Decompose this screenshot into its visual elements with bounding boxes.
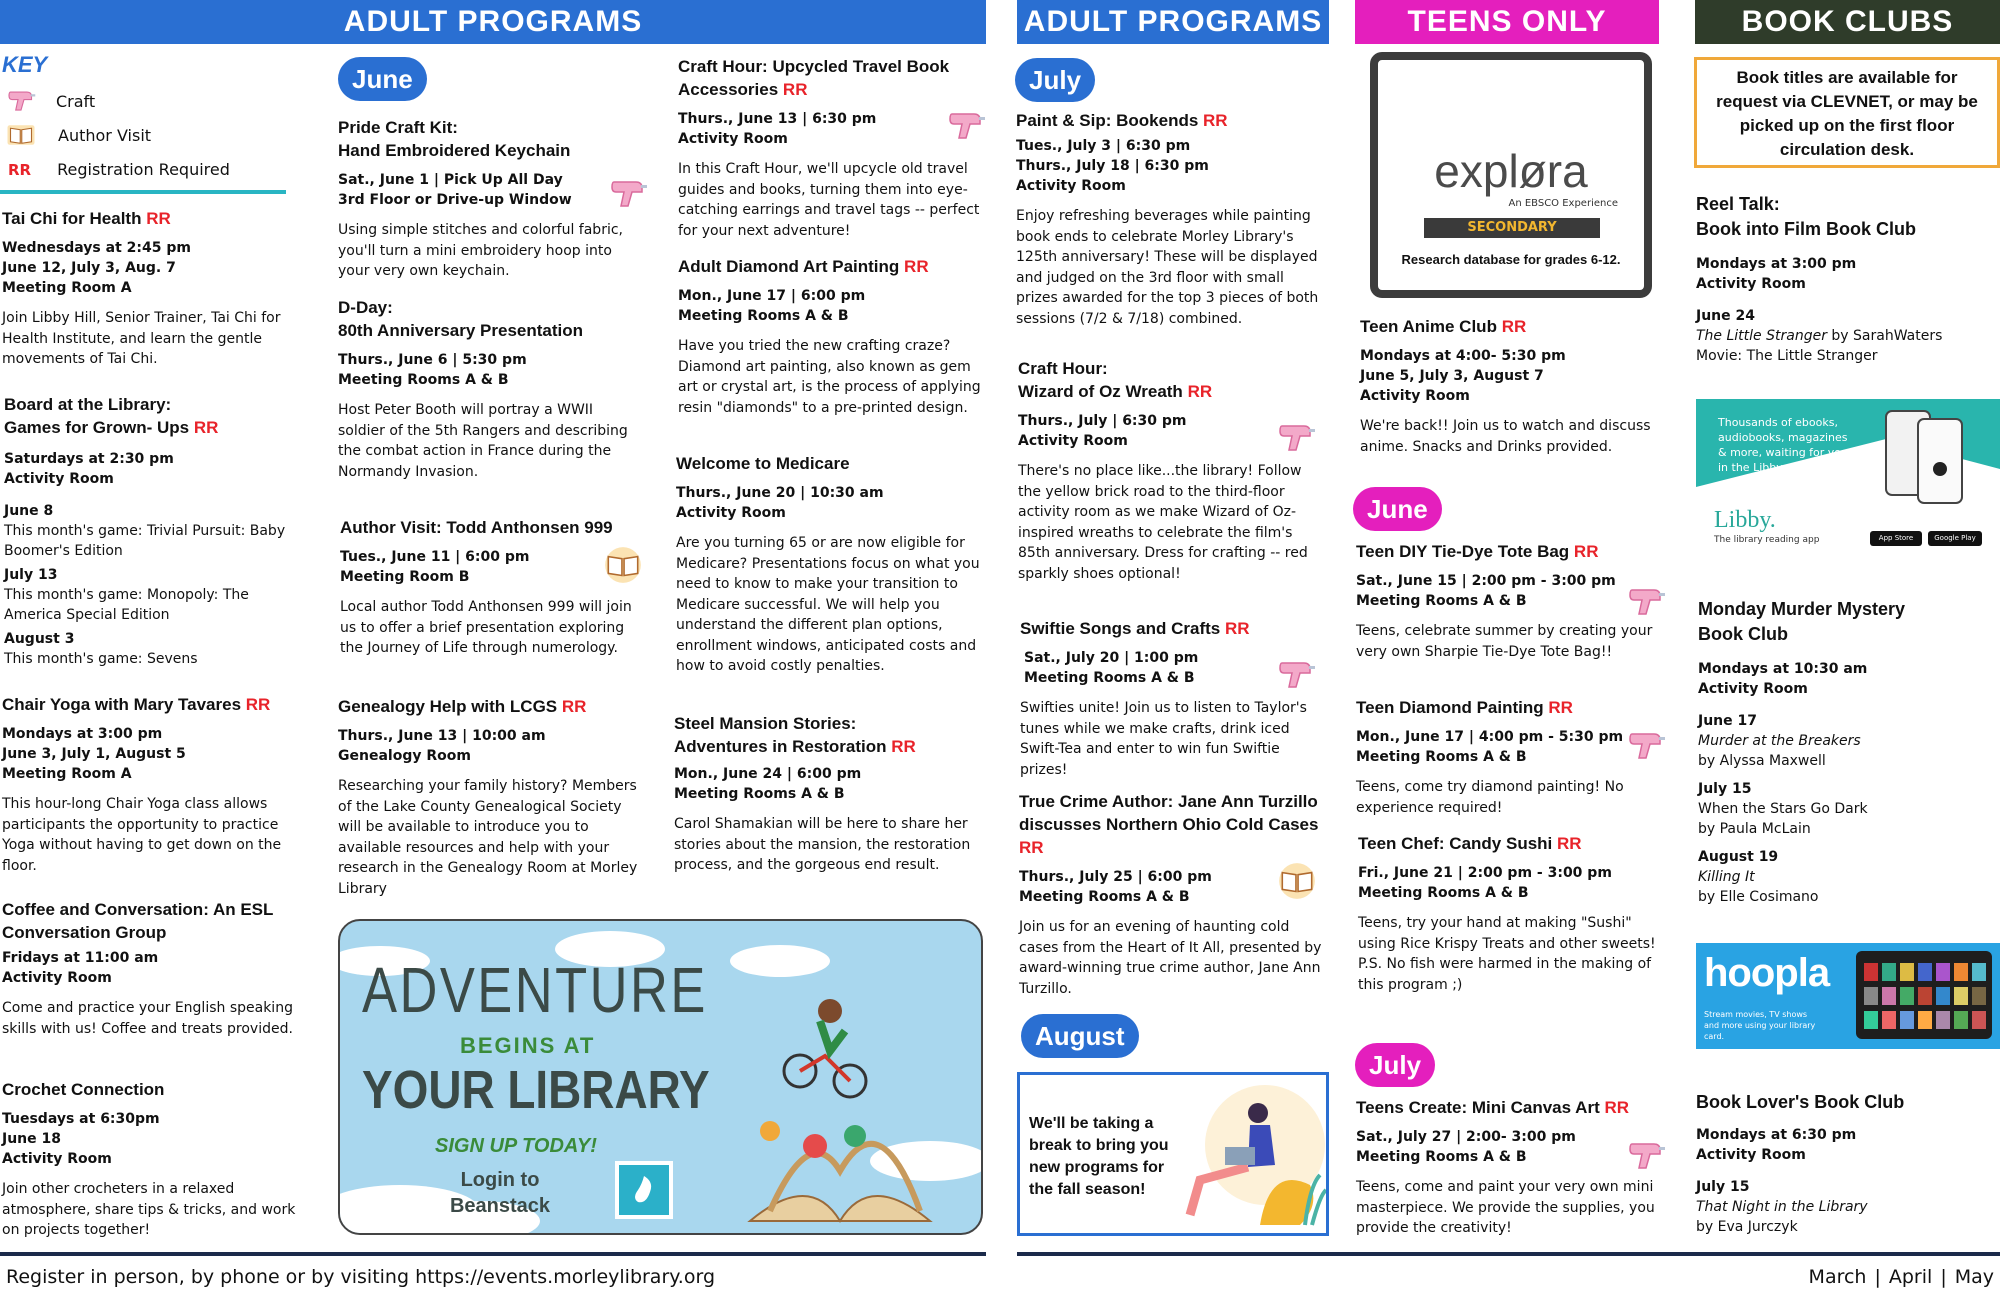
- event-adult-diamond-art: [678, 255, 983, 418]
- footer-month: May: [1954, 1266, 1994, 1288]
- event-board-games: [4, 393, 304, 669]
- fall-break-box: [1017, 1072, 1329, 1236]
- event-title: Author Visit: Todd Anthonsen 999: [340, 518, 613, 537]
- event-description: We're back!! Join us to watch and discuss anime. Snacks and Drinks provided.: [1360, 418, 1651, 455]
- event-steel-mansion: [674, 712, 984, 876]
- event-paint-sip: [1016, 109, 1321, 329]
- event-description: Teens, come try diamond painting! No experience required!: [1356, 779, 1624, 816]
- club-book-lovers: [1696, 1090, 1996, 1237]
- event-chair-yoga: [2, 693, 302, 876]
- event-meta: Thurs., July 25 | 6:00 pm Meeting Rooms A & B: [1019, 869, 1212, 905]
- club-murder-mystery: [1698, 597, 1998, 907]
- libby-tagline: The library reading app: [1714, 535, 1820, 545]
- club-movie: Movie: The Little Stranger: [1696, 348, 1878, 364]
- club-reel-talk: [1696, 192, 1996, 366]
- event-description: Swifties unite! Join us to listen to Taylor's tunes while we make crafts, drink iced Swift-Tea and enter to win fun Swiftie prizes!: [1020, 700, 1307, 778]
- event-coffee-conversation: [2, 898, 302, 1039]
- club-book: Murder at the Breakers: [1698, 733, 1861, 749]
- event-meta: Wednesdays at 2:45 pm June 12, July 3, Aug. 7 Meeting Room A: [2, 240, 191, 296]
- club-meta: Mondays at 3:00 pm Activity Room: [1696, 256, 1857, 292]
- event-title: Paint & Sip: Bookends RR: [1016, 111, 1228, 130]
- event-title: Swiftie Songs and Crafts RR: [1020, 619, 1250, 638]
- event-description: Carol Shamakian will be here to share her stories about the mansion, the restoration process, and the gorgeous end result.: [674, 816, 971, 873]
- key-craft: [0, 86, 95, 116]
- hoopla-tablet: [1856, 951, 1992, 1039]
- event-meta: Mondays at 4:00- 5:30 pm June 5, July 3, August 7 Activity Room: [1360, 348, 1566, 404]
- event-meta: Thurs., June 13 | 6:30 pm Activity Room: [678, 111, 877, 147]
- event-meta: Sat., July 27 | 2:00- 3:00 pm Meeting Rooms A & B: [1356, 1129, 1576, 1165]
- event-teen-anime: [1360, 315, 1660, 457]
- header-label: BOOK CLUBS: [1741, 5, 1954, 38]
- month-pill-june: June: [338, 57, 427, 101]
- header-teens-only: [1355, 0, 1659, 44]
- rr-code: RR: [8, 160, 32, 179]
- event-meta: Tuesdays at 6:30pm June 18 Activity Room: [2, 1111, 160, 1167]
- hoopla-logo: hoopla: [1704, 951, 1830, 995]
- event-title: Craft Hour: Upcycled Travel Book Accessories RR: [678, 57, 950, 99]
- event-title: Steel Mansion Stories: Adventures in Restoration RR: [674, 714, 916, 756]
- event-description: Enjoy refreshing beverages while painting book ends to celebrate Morley Library's 125th anniversary! These will be displayed and judged on the 3rd floor with small prizes awarded for the top 3 pieces of both sessions (7/2 & 7/18) combined.: [1016, 208, 1319, 327]
- club-book: That Night in the Library: [1696, 1199, 1868, 1215]
- app-store-badge[interactable]: App Store: [1878, 534, 1914, 542]
- beanstack-banner[interactable]: [338, 919, 983, 1235]
- banner-title-line1: ADVENTURE: [362, 954, 708, 1026]
- event-d-day: [338, 296, 638, 482]
- libby-logo: Libby.: [1714, 507, 1776, 533]
- event-description: Join Libby Hill, Senior Trainer, Tai Chi for Health Institute, and learn the gentle movements of Tai Chi.: [2, 310, 281, 367]
- game-text: This month's game: Trivial Pursuit: Baby Boomer's Edition: [4, 523, 286, 559]
- event-title: Chair Yoga with Mary Tavares RR: [2, 695, 271, 714]
- glue-gun-icon: [1276, 655, 1316, 695]
- footer-month: April: [1888, 1266, 1933, 1288]
- game-text: This month's game: Monopoly: The America Special Edition: [4, 587, 249, 623]
- event-meta: Thurs., June 6 | 5:30 pm Meeting Rooms A & B: [338, 352, 527, 388]
- event-description: Have you tried the new crafting craze? Diamond art painting, also known as gem art or crystal art, is the process of applying resin "diamonds" to a pre-printed design.: [678, 338, 981, 416]
- event-meta: Sat., July 20 | 1:00 pm Meeting Rooms A & B: [1024, 650, 1199, 686]
- club-date: July 15: [1698, 781, 1752, 797]
- footer-month: March: [1808, 1266, 1867, 1288]
- event-description: In this Craft Hour, we'll upcycle old travel guides and books, turning them into eye-catching earrings and travel tags -- perfect for your next adventure!: [678, 161, 980, 239]
- event-craft-hour-travel: [678, 55, 983, 241]
- club-meta: Mondays at 10:30 am Activity Room: [1698, 661, 1868, 697]
- event-title: True Crime Author: Jane Ann Turzillo discusses Northern Ohio Cold Cases RR: [1019, 792, 1319, 857]
- club-author: by Paula McLain: [1698, 821, 1811, 837]
- event-meta: Sat., June 15 | 2:00 pm - 3:00 pm Meeting Rooms A & B: [1356, 573, 1616, 609]
- event-meta: Tues., June 11 | 6:00 pm Meeting Room B: [340, 549, 530, 585]
- event-description: Join us for an evening of haunting cold cases from the Heart of It All, presented by award-winning true crime author, Jane Ann Turzillo.: [1019, 919, 1322, 997]
- book-titles-notice: Book titles are available for request via CLEVNET, or may be picked up on the first floor circulation desk.: [1694, 57, 2000, 168]
- event-genealogy: [338, 695, 648, 899]
- open-book-icon: [1276, 862, 1318, 900]
- explora-logo: expløra: [1434, 145, 1588, 197]
- event-title: Adult Diamond Art Painting RR: [678, 257, 929, 276]
- event-wizard-of-oz: [1018, 357, 1318, 584]
- glue-gun-icon: [1276, 418, 1316, 458]
- event-meta: Mon., June 17 | 6:00 pm Meeting Rooms A & B: [678, 288, 866, 324]
- event-title: Pride Craft Kit: Hand Embroidered Keychain: [338, 118, 571, 160]
- club-meta: Mondays at 6:30 pm Activity Room: [1696, 1127, 1857, 1163]
- event-meta: Thurs., July | 6:30 pm Activity Room: [1018, 413, 1187, 449]
- event-meta: Mon., June 17 | 4:00 pm - 5:30 pm Meeting Rooms A & B: [1356, 729, 1624, 765]
- club-author: by Alyssa Maxwell: [1698, 753, 1826, 769]
- header-label: ADULT PROGRAMS: [1023, 5, 1323, 38]
- month-pill-july-teens: July: [1355, 1043, 1435, 1087]
- event-crochet: [2, 1078, 302, 1241]
- event-title: Tai Chi for Health RR: [2, 209, 171, 228]
- event-title: Crochet Connection: [2, 1080, 165, 1099]
- banner-title-line3: YOUR LIBRARY: [362, 1060, 710, 1120]
- footer-register-text[interactable]: Register in person, by phone or by visiting https://events.morleylibrary.org: [6, 1266, 716, 1288]
- event-title: Teens Create: Mini Canvas Art RR: [1356, 1098, 1630, 1117]
- club-date: June 17: [1698, 713, 1757, 729]
- event-meta: Tues., July 3 | 6:30 pm Thurs., July 18 | 6:30 pm Activity Room: [1016, 138, 1209, 194]
- game-date: July 13: [4, 567, 58, 583]
- club-book: When the Stars Go Dark: [1698, 801, 1868, 817]
- club-title: Book Lover's Book Club: [1696, 1092, 1905, 1112]
- event-meta: Saturdays at 2:30 pm Activity Room: [4, 451, 174, 487]
- explora-badge: SECONDARY: [1424, 218, 1600, 238]
- event-title: Teen Diamond Painting RR: [1356, 698, 1573, 717]
- month-pill-august: August: [1021, 1014, 1139, 1058]
- club-date: July 15: [1696, 1179, 1750, 1195]
- hoopla-tiles: [1856, 951, 1992, 1039]
- event-teen-tie-dye: [1356, 540, 1661, 662]
- event-description: This hour-long Chair Yoga class allows participants the opportunity to practice Yoga without having to get down on the floor.: [2, 796, 282, 874]
- club-book: Killing It: [1698, 869, 1755, 885]
- club-date: June 24: [1696, 308, 1755, 324]
- event-swiftie: [1020, 617, 1320, 780]
- event-title: Teen DIY Tie-Dye Tote Bag RR: [1356, 542, 1599, 561]
- footer-sep: |: [1940, 1266, 1947, 1288]
- event-description: Local author Todd Anthonsen 999 will join us to offer a brief presentation exploring the Journey of Life through numerology.: [340, 599, 632, 656]
- banner-login[interactable]: [430, 1167, 570, 1219]
- google-play-badge[interactable]: Google Play: [1934, 534, 1976, 542]
- footer-rule-right: [1017, 1252, 2000, 1256]
- key-rr: [0, 160, 230, 179]
- header-book-clubs: [1695, 0, 2000, 44]
- header-adult-programs-2: [1017, 0, 1329, 44]
- event-description: Teens, celebrate summer by creating your very own Sharpie Tie-Dye Tote Bag!!: [1356, 623, 1653, 660]
- event-description: Host Peter Booth will portray a WWII soldier of the 5th Rangers and describing the combat action in France during the Normandy Invasion.: [338, 402, 628, 480]
- key-author-label: Author Visit: [58, 125, 152, 145]
- glue-gun-icon: [1626, 726, 1666, 766]
- open-book-icon: [602, 546, 644, 584]
- event-description: Are you turning 65 or are now eligible for Medicare? Presentations focus on what you need to know to make your transition to Medicare successful. We will help you understand the different plan options, enrollment windows, anticipated costs and how to avoid costly penalties.: [676, 535, 980, 674]
- banner-title-line2: BEGINS AT: [460, 1033, 596, 1058]
- key-rr-label: Registration Required: [57, 160, 230, 179]
- club-date: August 19: [1698, 849, 1779, 865]
- footer-rule-left: [0, 1252, 986, 1256]
- club-author: by Eva Jurczyk: [1696, 1219, 1798, 1235]
- key-title: KEY: [2, 52, 48, 77]
- month-pill-july: July: [1015, 58, 1095, 102]
- event-description: Teens, try your hand at making "Sushi" using Rice Krispy Treats and other sweets! P.S. No fish were harmed in the making of this program ;): [1358, 915, 1656, 993]
- glue-gun-icon: [1626, 1136, 1666, 1176]
- glue-gun-icon: [4, 86, 38, 116]
- event-description: Join other crocheters in a relaxed atmosphere, share tips & tricks, and work on projects together!: [2, 1181, 296, 1238]
- open-book-icon: [6, 122, 36, 148]
- libby-ad-text: Thousands of ebooks, audiobooks, magazines & more, waiting for you in the Libby app.: [1718, 416, 1849, 474]
- glue-gun-icon: [1626, 582, 1666, 622]
- event-meta: Fri., June 21 | 2:00 pm - 3:00 pm Meeting Rooms A & B: [1358, 865, 1612, 901]
- event-description: Researching your family history? Members of the Lake County Genealogical Society will be available to introduce you to available resources and help with your research in the Genealogy Room at Morley Library: [338, 778, 638, 897]
- event-title: Genealogy Help with LCGS RR: [338, 697, 587, 716]
- bean-icon: [630, 1174, 658, 1206]
- club-author: by Elle Cosimano: [1698, 889, 1819, 905]
- event-teen-diamond: [1356, 696, 1661, 818]
- footer-sep: |: [1874, 1266, 1881, 1288]
- header-adult-programs-1: [0, 0, 986, 44]
- event-title: Board at the Library: Games for Grown- Ups RR: [4, 395, 219, 437]
- hoopla-text: Stream movies, TV shows and more using your library card.: [1704, 1010, 1816, 1041]
- key-author: [0, 122, 151, 148]
- explora-subtitle: An EBSCO Experience: [1508, 198, 1618, 209]
- game-text: This month's game: Sevens: [4, 651, 198, 667]
- key-divider: [0, 190, 286, 194]
- event-title: Teen Anime Club RR: [1360, 317, 1527, 336]
- header-label: ADULT PROGRAMS: [343, 5, 643, 38]
- explora-card[interactable]: [1370, 52, 1652, 298]
- banner-login-line: Login to: [460, 1169, 540, 1191]
- banner-signup: SIGN UP TODAY!: [435, 1135, 597, 1157]
- club-title: Reel Talk: Book into Film Book Club: [1696, 194, 1916, 239]
- event-meta: Fridays at 11:00 am Activity Room: [2, 950, 159, 986]
- libby-ad[interactable]: [1696, 399, 2000, 551]
- event-meta: Thurs., June 20 | 10:30 am Activity Room: [676, 485, 884, 521]
- event-author-visit: [340, 516, 640, 659]
- event-description: There's no place like...the library! Follow the yellow brick road to the third-floor activity room as we make Wizard of Oz-inspired wreaths to celebrate the film's 85th anniversary. Dress for crafting -- red sparkly shoes optional!: [1018, 463, 1308, 582]
- event-teen-chef: [1358, 832, 1658, 995]
- event-teen-canvas: [1356, 1096, 1661, 1239]
- club-title: Monday Murder Mystery Book Club: [1698, 599, 1906, 644]
- header-label: TEENS ONLY: [1407, 5, 1607, 38]
- event-title: Coffee and Conversation: An ESL Conversation Group: [2, 900, 274, 942]
- event-meta: Thurs., June 13 | 10:00 am Genealogy Room: [338, 728, 546, 764]
- event-description: Come and practice your English speaking skills with us! Coffee and treats provided.: [2, 1000, 293, 1037]
- event-meta: Mon., June 24 | 6:00 pm Meeting Rooms A & B: [674, 766, 862, 802]
- glue-gun-icon: [608, 174, 648, 214]
- banner-beanstack-line: Beanstack: [449, 1195, 551, 1217]
- event-medicare: [676, 452, 986, 677]
- game-date: June 8: [4, 503, 54, 519]
- fall-break-text: We'll be taking a break to bring you new programs for the fall season!: [1029, 1115, 1169, 1198]
- footer-months: [1809, 1266, 1994, 1288]
- game-date: August 3: [4, 631, 75, 647]
- glue-gun-icon: [946, 106, 986, 146]
- key-craft-label: Craft: [56, 91, 96, 111]
- event-description: Using simple stitches and colorful fabric, you'll turn a mini embroidery hoop into your very own keychain.: [338, 222, 623, 279]
- event-meta: Mondays at 3:00 pm June 3, July 1, August 5 Meeting Room A: [2, 726, 186, 782]
- event-tai-chi: [2, 207, 302, 370]
- hoopla-ad[interactable]: [1696, 943, 2000, 1049]
- event-title: D-Day: 80th Anniversary Presentation: [338, 298, 584, 340]
- month-pill-june-teens: June: [1353, 487, 1442, 531]
- event-description: Teens, come and paint your very own mini masterpiece. We provide the supplies, you provide the creativity!: [1356, 1179, 1655, 1236]
- event-title: Teen Chef: Candy Sushi RR: [1358, 834, 1582, 853]
- event-pride-craft: [338, 116, 638, 282]
- event-title: Craft Hour: Wizard of Oz Wreath RR: [1018, 359, 1213, 401]
- explora-caption: Research database for grades 6-12.: [1401, 252, 1621, 267]
- event-meta: Sat., June 1 | Pick Up All Day 3rd Floor or Drive-up Window: [338, 172, 572, 208]
- club-book: The Little Stranger by SarahWaters: [1696, 328, 1943, 344]
- beanstack-logo-icon: [615, 1161, 673, 1219]
- event-title: Welcome to Medicare: [676, 454, 850, 473]
